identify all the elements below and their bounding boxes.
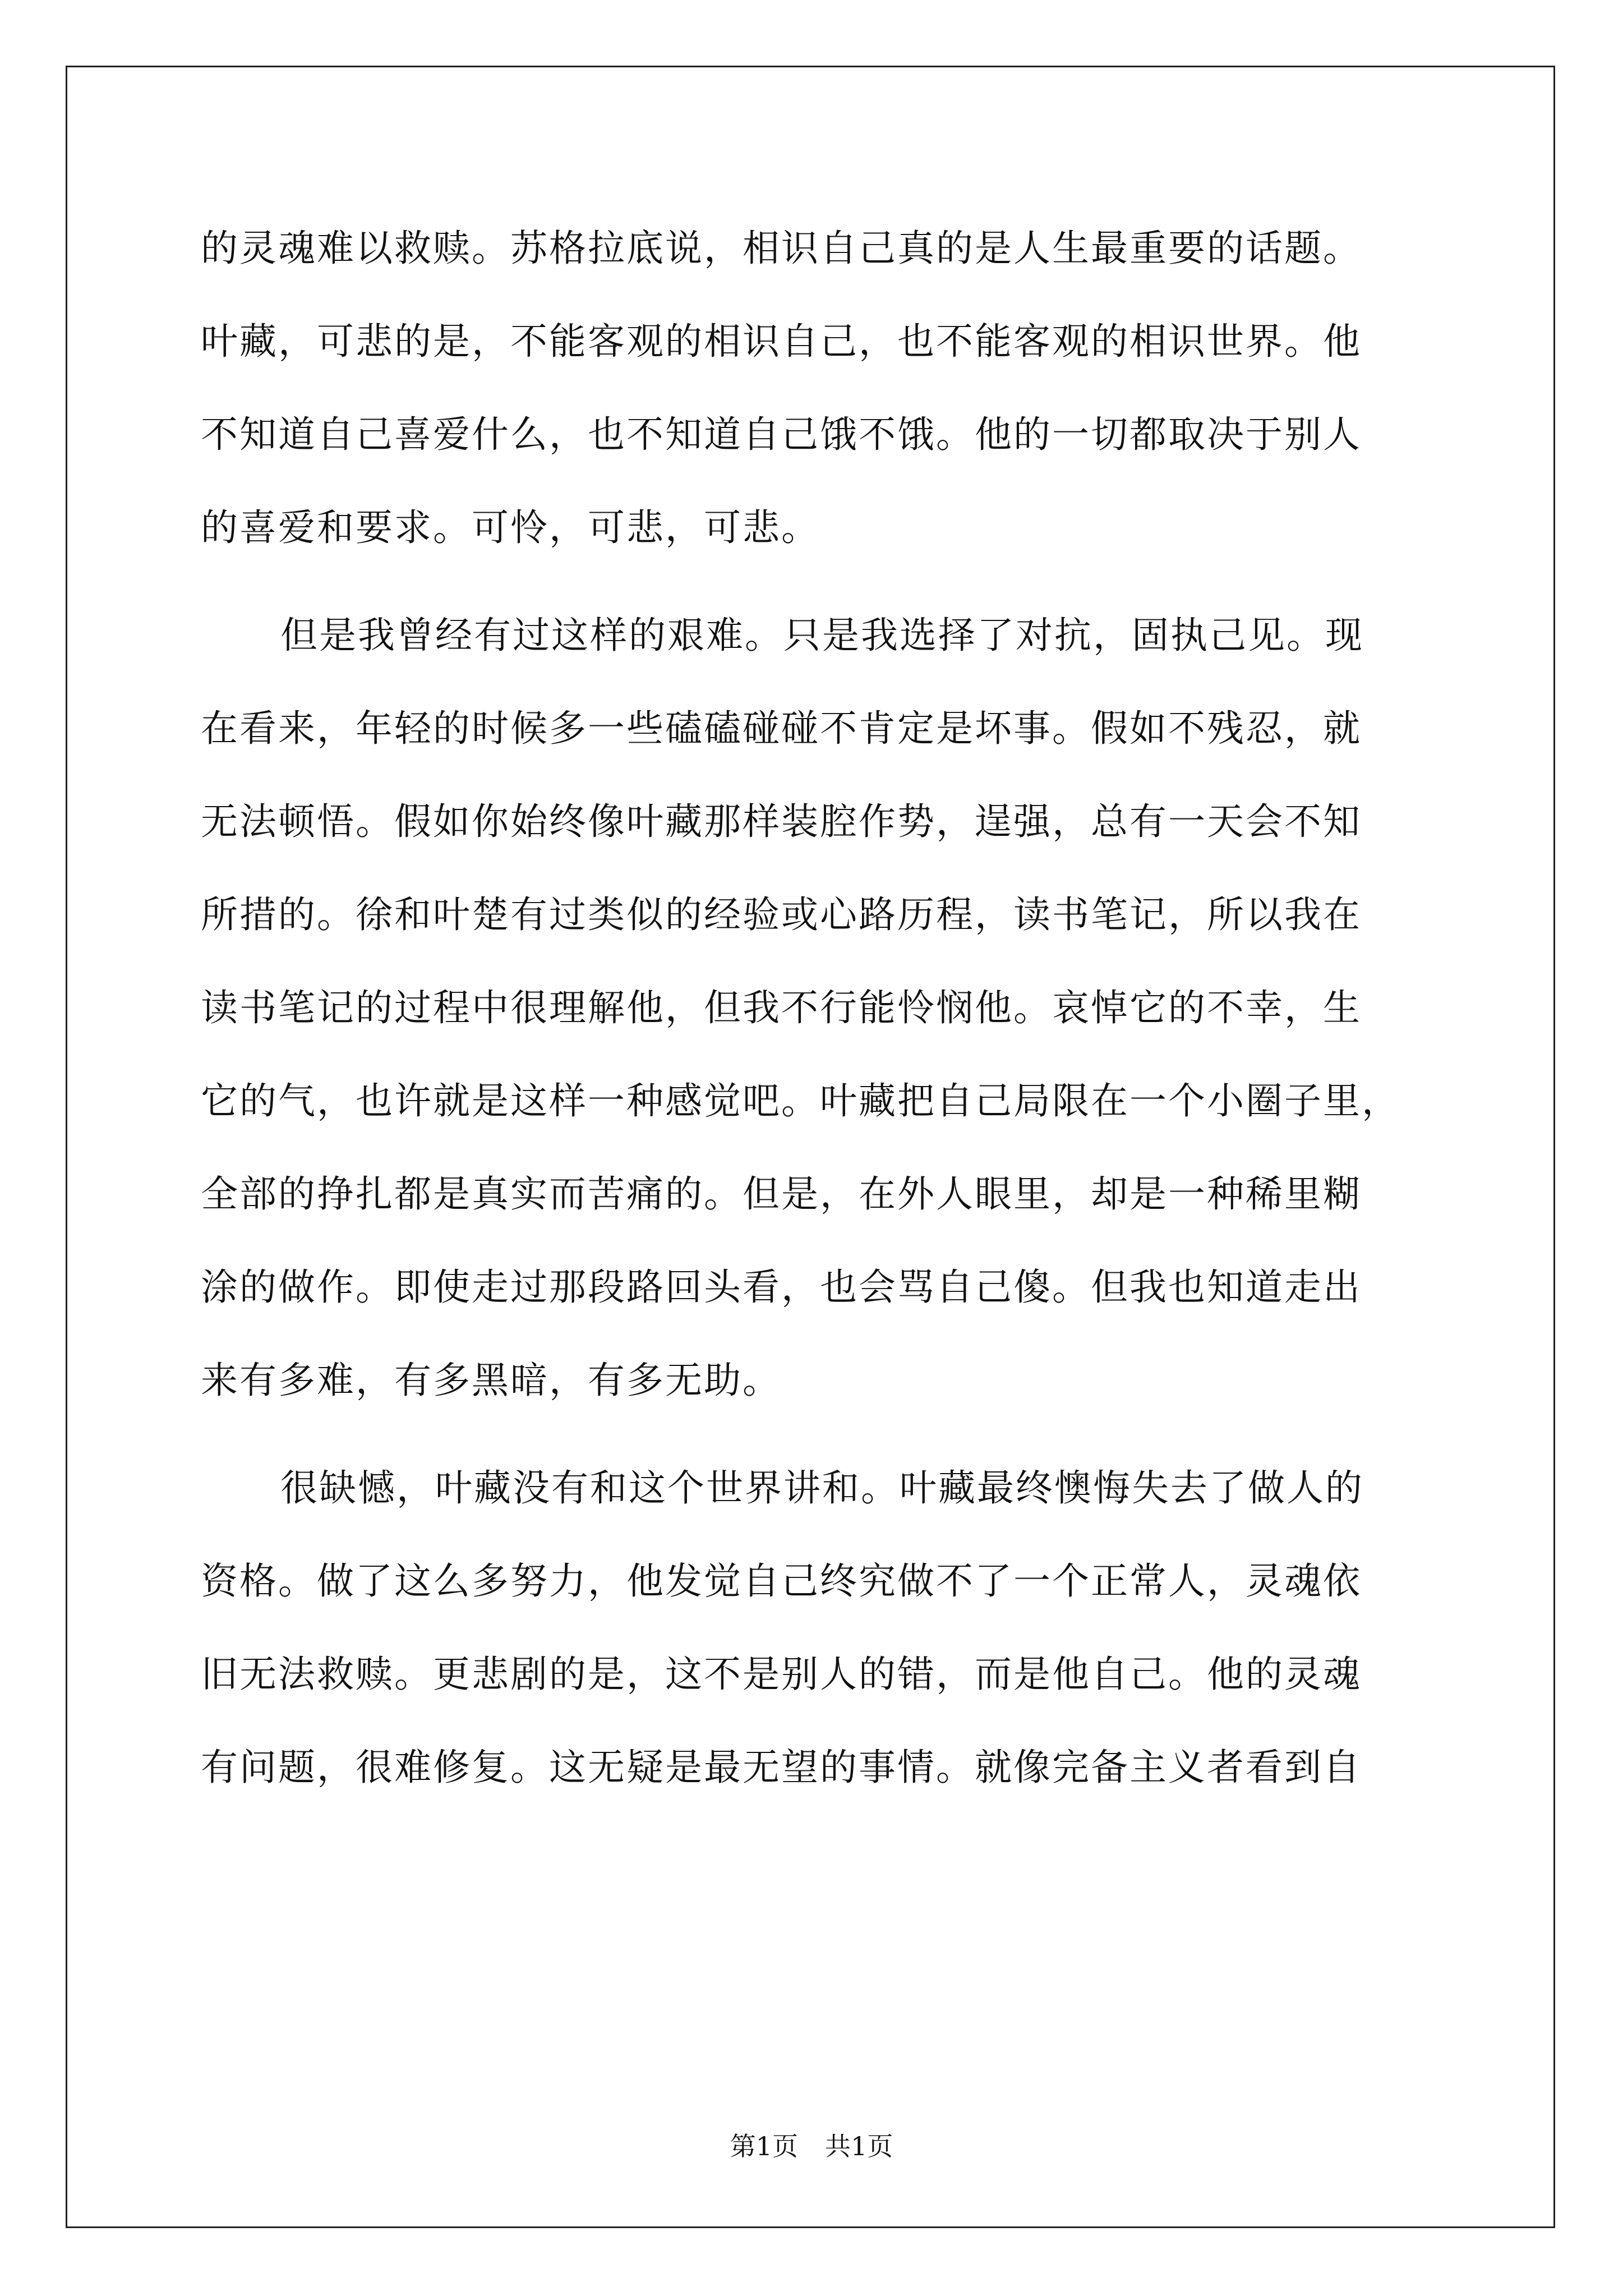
text-line: 不知道自己喜爱什么，也不知道自己饿不饿。他的一切都取决于别人 xyxy=(201,413,1362,456)
text-line: 所措的。徐和叶楚有过类似的经验或心路历程，读书笔记，所以我在 xyxy=(201,893,1362,936)
paragraph xyxy=(201,1442,1435,1814)
text-line: 的灵魂难以救赎。苏格拉底说，相识自己真的是人生最重要的话题。 xyxy=(201,227,1362,270)
text-line: 有问题，很难修复。这无疑是最无望的事情。就像完备主义者看到自 xyxy=(201,1746,1362,1789)
text-line: 涂的做作。即使走过那段路回头看，也会骂自己傻。但我也知道走出 xyxy=(201,1266,1362,1309)
text-line: 全部的挣扎都是真实而苦痛的。但是，在外人眼里，却是一种稀里糊 xyxy=(201,1172,1362,1216)
text-line: 叶藏，可悲的是，不能客观的相识自己，也不能客观的相识世界。他 xyxy=(201,320,1362,363)
text-line: 旧无法救赎。更悲剧的是，这不是别人的错，而是他自己。他的灵魂 xyxy=(201,1653,1362,1696)
text-line: 来有多难，有多黑暗，有多无助。 xyxy=(201,1359,781,1402)
text-line: 无法顿悟。假如你始终像叶藏那样装腔作势，逞强，总有一天会不知 xyxy=(201,800,1362,843)
document-body xyxy=(201,202,1435,1814)
text-line: 读书笔记的过程中很理解他，但我不行能怜悯他。哀悼它的不幸，生 xyxy=(201,986,1362,1029)
text-line: 它的气，也许就是这样一种感觉吧。叶藏把自己局限在一个小圈子里， xyxy=(201,1079,1400,1122)
text-line: 的喜爱和要求。可怜，可悲，可悲。 xyxy=(201,506,820,549)
text-line: 很缺憾，叶藏没有和这个世界讲和。叶藏最终懊悔失去了做人的 xyxy=(280,1466,1364,1510)
page-total: 共1页 xyxy=(825,2131,893,2161)
paragraph xyxy=(201,589,1435,1427)
paragraph xyxy=(201,202,1435,574)
page-footer xyxy=(0,2126,1623,2163)
page-number: 第1页 xyxy=(730,2131,798,2161)
text-line: 但是我曾经有过这样的艰难。只是我选择了对抗，固执己见。现 xyxy=(280,614,1364,657)
text-line: 资格。做了这么多努力，他发觉自己终究做不了一个正常人，灵魂依 xyxy=(201,1559,1362,1603)
text-line: 在看来，年轻的时候多一些磕磕碰碰不肯定是坏事。假如不残忍，就 xyxy=(201,707,1362,750)
